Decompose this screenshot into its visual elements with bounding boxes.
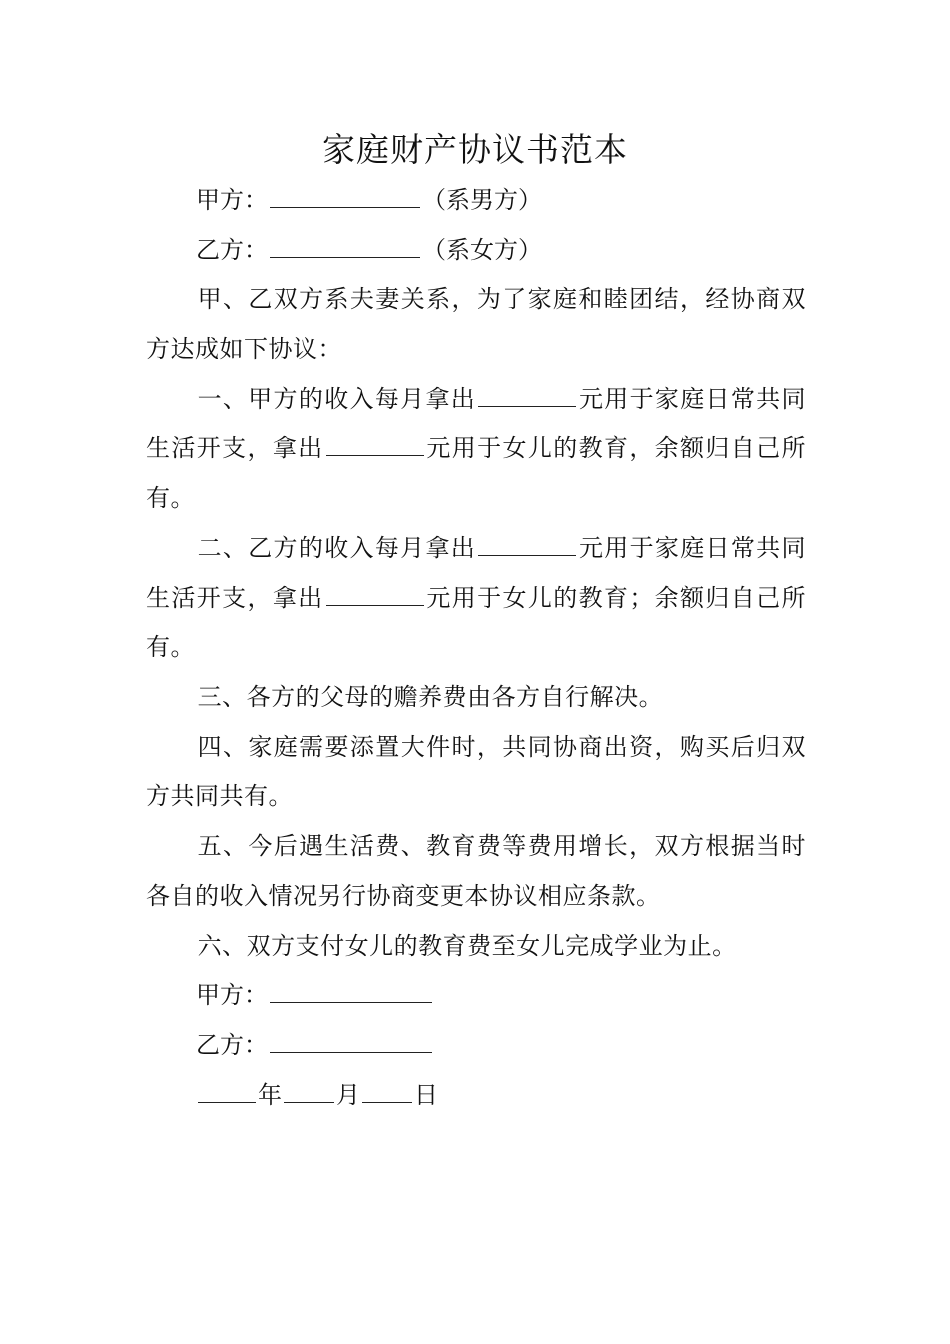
signature-b-blank [270, 1028, 432, 1053]
party-a-name-blank [270, 183, 420, 208]
clause-1-part-2: 元用于家庭日常共同生活开支，拿出 [146, 384, 807, 463]
signature-b-label: 乙方： [196, 1030, 268, 1059]
clause-1 [146, 375, 806, 524]
clause-2-amount-blank-2 [326, 581, 424, 606]
party-a-note: （系男方） [422, 186, 542, 214]
party-b-name-blank [270, 233, 420, 258]
signature-b-line [146, 1021, 806, 1071]
document-body [146, 176, 806, 1120]
date-year-blank [198, 1078, 256, 1103]
signature-a-line [146, 971, 806, 1021]
party-a-line [146, 176, 806, 226]
clause-2-part-1: 二、乙方的收入每月拿出 [197, 533, 477, 562]
clause-1-amount-blank-1 [478, 382, 576, 407]
party-b-label: 乙方： [196, 235, 268, 264]
clause-2 [146, 524, 806, 673]
signature-a-label: 甲方： [196, 981, 268, 1010]
clause-1-amount-blank-2 [326, 431, 424, 456]
date-day-blank [362, 1078, 412, 1103]
signature-a-blank [270, 978, 432, 1003]
clause-4: 四、家庭需要添置大件时，共同协商出资，购买后归双方共同共有。 [146, 732, 806, 811]
clause-2-part-3: 元用于女儿的教育；余额归自己所有。 [146, 583, 807, 662]
clause-3: 三、各方的父母的赡养费由各方自行解决。 [197, 683, 664, 711]
clause-1-part-1: 一、甲方的收入每月拿出 [197, 384, 477, 413]
date-line [146, 1071, 806, 1121]
date-month-blank [284, 1078, 334, 1103]
party-b-line [146, 226, 806, 276]
clause-6: 六、双方支付女儿的教育费至女儿完成学业为止。 [197, 931, 737, 960]
clause-2-part-2: 元用于家庭日常共同生活开支，拿出 [146, 533, 807, 612]
date-month-label: 月 [336, 1080, 360, 1109]
intro-paragraph: 甲、乙双方系夫妻关系，为了家庭和睦团结，经协商双方达成如下协议： [146, 285, 806, 364]
date-year-label: 年 [258, 1080, 282, 1109]
clause-5: 五、今后遇生活费、教育费等费用增长，双方根据当时各自的收入情况另行协商变更本协议相应条款。 [146, 832, 806, 910]
party-b-note: （系女方） [422, 235, 542, 264]
date-day-label: 日 [414, 1080, 438, 1109]
clause-2-amount-blank-1 [478, 531, 576, 556]
document-title: 家庭财产协议书范本 [322, 130, 628, 169]
party-a-label: 甲方： [196, 186, 268, 214]
clause-1-part-3: 元用于女儿的教育，余额归自己所有。 [146, 434, 807, 513]
